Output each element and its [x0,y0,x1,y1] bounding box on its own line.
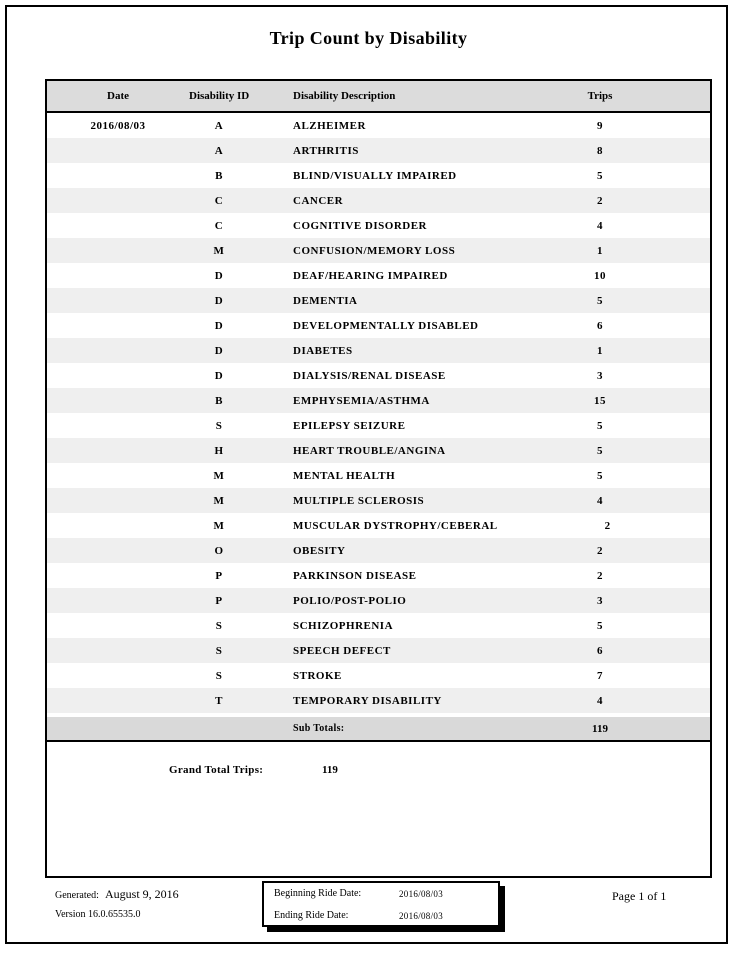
table-row [47,213,710,238]
grand-total-label: Grand Total Trips: [169,764,264,776]
cell-disability-id: O [214,544,224,557]
cell-disability-id: A [214,119,224,132]
table-row [47,438,710,463]
table-row [47,688,710,713]
cell-trips: 5 [597,169,603,182]
table-row [47,338,710,363]
ending-ride-date-row [264,908,498,927]
cell-trips: 5 [597,469,603,482]
beginning-ride-date-value: 2016/08/03 [399,889,444,899]
table-row [47,363,710,388]
table-row [47,638,710,663]
beginning-ride-date-row [264,886,498,905]
cell-description: BLIND/VISUALLY IMPAIRED [293,169,457,182]
cell-description: ARTHRITIS [293,144,359,157]
table-row [47,513,710,538]
table-row [47,588,710,613]
cell-description: POLIO/POST-POLIO [293,594,407,607]
ending-ride-date-value: 2016/08/03 [399,911,444,921]
table-row [47,663,710,688]
subtotal-row [47,717,710,742]
grand-total-value: 119 [322,764,338,776]
cell-trips: 5 [597,619,603,632]
cell-disability-id: A [214,144,224,157]
cell-disability-id: M [213,494,225,507]
cell-description: PARKINSON DISEASE [293,569,417,582]
table-row [47,163,710,188]
cell-trips: 1 [597,344,603,357]
column-header-trips: Trips [587,90,613,102]
column-header-description: Disability Description [293,90,396,102]
cell-trips: 4 [597,694,603,707]
subtotal-label: Sub Totals: [293,723,345,734]
generated-date: August 9, 2016 [105,887,179,901]
table-row [47,263,710,288]
cell-description: DEVELOPMENTALLY DISABLED [293,319,479,332]
cell-disability-id: D [214,294,224,307]
ride-date-box [262,881,500,927]
cell-description: HEART TROUBLE/ANGINA [293,444,446,457]
cell-disability-id: M [213,519,225,532]
cell-trips: 3 [597,594,603,607]
cell-disability-id: D [214,269,224,282]
cell-disability-id: D [214,369,224,382]
cell-description: TEMPORARY DISABILITY [293,694,442,707]
cell-trips: 4 [597,219,603,232]
report-table [45,79,712,878]
cell-disability-id: P [215,569,223,582]
cell-description: COGNITIVE DISORDER [293,219,427,232]
cell-disability-id: H [214,444,224,457]
cell-description: MUSCULAR DYSTROPHY/CEBERAL [293,519,498,532]
cell-trips: 15 [594,394,606,407]
table-row [47,563,710,588]
cell-disability-id: S [215,644,223,657]
cell-disability-id: D [214,344,224,357]
cell-description: OBESITY [293,544,346,557]
cell-trips: 8 [597,144,603,157]
cell-trips: 2 [604,519,611,532]
cell-trips: 9 [597,119,603,132]
generated-label: Generated: [55,890,99,901]
table-body [47,113,710,713]
cell-trips: 5 [597,294,603,307]
cell-disability-id: D [214,319,224,332]
cell-date: 2016/08/03 [90,119,146,132]
cell-description: DIABETES [293,344,353,357]
cell-trips: 2 [597,544,603,557]
cell-description: EMPHYSEMIA/ASTHMA [293,394,430,407]
cell-description: CANCER [293,194,344,207]
column-header-disability-id: Disability ID [189,90,250,102]
table-row [47,188,710,213]
cell-trips: 7 [597,669,603,682]
cell-disability-id: S [215,619,223,632]
cell-description: SCHIZOPHRENIA [293,619,394,632]
page-number: Page 1 of 1 [612,889,667,903]
table-row [47,538,710,563]
report-title: Trip Count by Disability [269,28,468,48]
cell-description: DIALYSIS/RENAL DISEASE [293,369,446,382]
cell-trips: 2 [597,194,603,207]
cell-trips: 2 [597,569,603,582]
grand-total-row [47,764,710,779]
cell-description: CONFUSION/MEMORY LOSS [293,244,456,257]
cell-disability-id: C [214,219,224,232]
cell-description: EPILEPSY SEIZURE [293,419,406,432]
cell-disability-id: C [214,194,224,207]
cell-disability-id: S [215,669,223,682]
table-row [47,413,710,438]
cell-trips: 6 [597,319,603,332]
table-row [47,113,710,138]
cell-description: STROKE [293,669,342,682]
subtotal-value: 119 [592,722,608,735]
cell-trips: 10 [594,269,606,282]
ending-ride-date-label: Ending Ride Date: [274,910,349,921]
table-row [47,388,710,413]
table-row [47,463,710,488]
cell-trips: 6 [597,644,603,657]
cell-trips: 5 [597,419,603,432]
cell-description: MULTIPLE SCLEROSIS [293,494,425,507]
cell-disability-id: M [213,244,225,257]
table-row [47,238,710,263]
cell-description: DEMENTIA [293,294,358,307]
cell-description: MENTAL HEALTH [293,469,396,482]
cell-disability-id: B [215,394,223,407]
cell-disability-id: S [215,419,223,432]
cell-description: ALZHEIMER [293,119,366,132]
cell-trips: 1 [597,244,603,257]
cell-trips: 4 [597,494,603,507]
table-row [47,138,710,163]
table-row [47,288,710,313]
cell-disability-id: M [213,469,225,482]
table-row [47,488,710,513]
beginning-ride-date-label: Beginning Ride Date: [274,888,362,899]
cell-disability-id: P [215,594,223,607]
cell-description: DEAF/HEARING IMPAIRED [293,269,448,282]
cell-disability-id: B [215,169,223,182]
cell-trips: 5 [597,444,603,457]
cell-disability-id: T [215,694,223,707]
table-header-row [47,81,710,113]
column-header-date: Date [107,90,129,102]
cell-description: SPEECH DEFECT [293,644,391,657]
table-row [47,313,710,338]
cell-trips: 3 [597,369,603,382]
version-text: Version 16.0.65535.0 [55,909,141,920]
table-row [47,613,710,638]
